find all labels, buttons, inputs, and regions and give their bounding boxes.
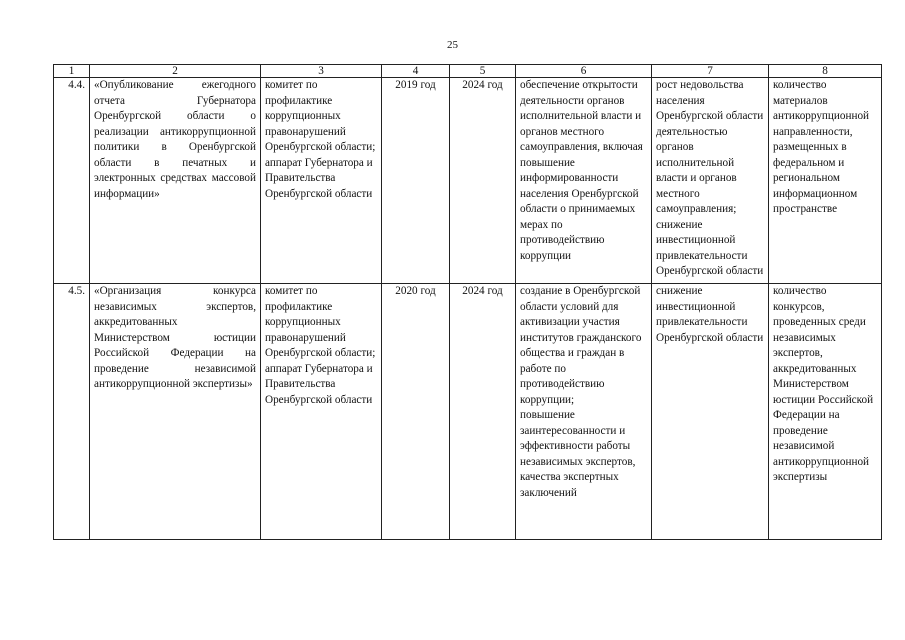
responsible-executor: комитет по профилактике коррупционных правонарушений Оренбургской области; аппарат Губернатора и Правительства Оренбургской области [261, 78, 382, 284]
expected-result: обеспечение открытости деятельности органов исполнительной власти и органов местного самоуправления, включая повышение информированности населения Оренбургской области о принимаемых мерах по противодействию коррупции [516, 78, 652, 284]
responsible-executor: комитет по профилактике коррупционных правонарушений Оренбургской области; аппарат Губернатора и Правительства Оренбургской области [261, 284, 382, 540]
start-year: 2020 год [382, 284, 450, 540]
indicator: количество конкурсов, проведенных среди независимых экспертов, аккредитованных Министерством юстиции Российской Федерации на проведение независимой антикоррупционной экспертизы [769, 284, 882, 540]
item-number: 4.4. [54, 78, 90, 284]
column-header-4: 4 [382, 65, 450, 78]
column-header-5: 5 [450, 65, 516, 78]
table-row [54, 78, 882, 284]
column-header-2: 2 [90, 65, 261, 78]
column-header-6: 6 [516, 65, 652, 78]
activity-name: «Организация конкурса независимых экспертов, аккредитованных Министерством юстиции Российской Федерации на проведение независимой антикоррупционной экспертизы» [90, 284, 261, 540]
non-implementation-consequence: снижение инвестиционной привлекательности Оренбургской области [652, 284, 769, 540]
start-year: 2019 год [382, 78, 450, 284]
activity-name: «Опубликование ежегодного отчета Губернатора Оренбургской области о реализации антикоррупционной политики в Оренбургской области в печатных и электронных средствах массовой информации» [90, 78, 261, 284]
indicator: количество материалов антикоррупционной направленности, размещенных в федеральном и региональном информационном пространстве [769, 78, 882, 284]
column-header-8: 8 [769, 65, 882, 78]
measures-table [53, 64, 882, 540]
header-row [54, 65, 882, 78]
page-number: 25 [447, 39, 458, 51]
expected-result: создание в Оренбургской области условий для активизации участия институтов гражданского общества и граждан в работе по противодействию коррупции; повышение заинтересованности и эффективности работы независимых экспертов, качества экспертных заключений [516, 284, 652, 540]
column-header-1: 1 [54, 65, 90, 78]
end-year: 2024 год [450, 78, 516, 284]
item-number: 4.5. [54, 284, 90, 540]
column-header-7: 7 [652, 65, 769, 78]
non-implementation-consequence: рост недовольства населения Оренбургской области деятельностью органов исполнительной власти и органов местного самоуправления; снижение инвестиционной привлекательности Оренбургской области [652, 78, 769, 284]
column-header-3: 3 [261, 65, 382, 78]
end-year: 2024 год [450, 284, 516, 540]
table-row [54, 284, 882, 540]
